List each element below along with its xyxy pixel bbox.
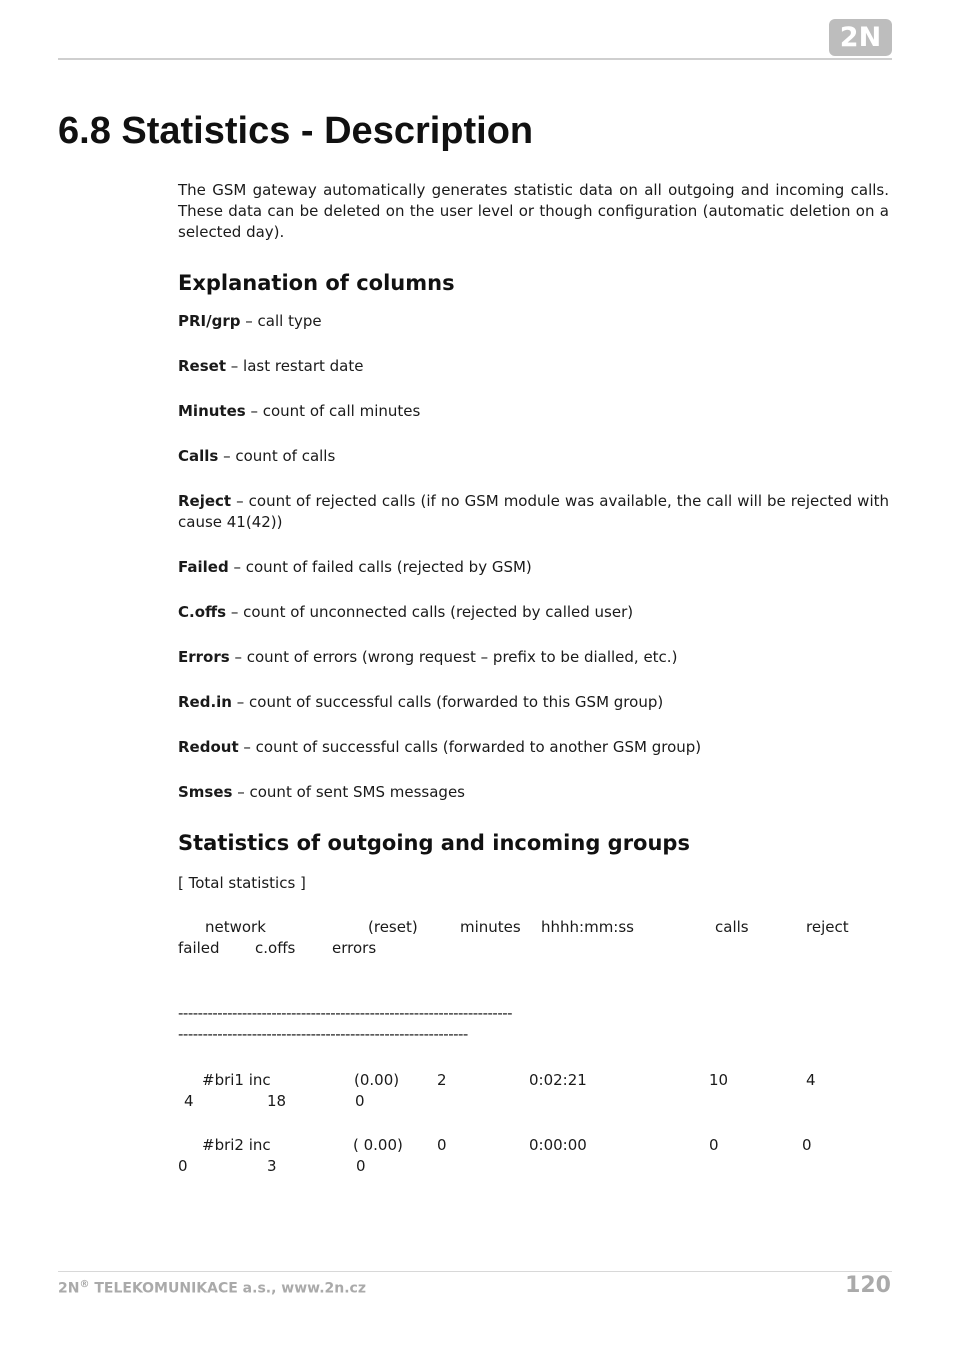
- footer-company: 2N® TELEKOMUNIKACE a.s., www.2n.cz: [58, 1279, 366, 1297]
- cell-errors: 0: [356, 1157, 366, 1175]
- main-content: [178, 180, 889, 1177]
- page-number: 120: [845, 1273, 891, 1298]
- term-item: PRI/grp – call type: [178, 312, 322, 330]
- separator-line: --------------------------------------------------------------------: [178, 1004, 513, 1022]
- term-item: C.offs – count of unconnected calls (rejected by called user): [178, 603, 634, 621]
- cell-reset: (0.00): [354, 1071, 400, 1089]
- col-minutes: minutes: [460, 918, 521, 936]
- cell-calls: 0: [709, 1136, 719, 1154]
- cell-reset: ( 0.00): [353, 1136, 403, 1154]
- cell-reject: 4: [806, 1071, 816, 1089]
- brand-logo: 2N: [829, 19, 892, 56]
- intro-paragraph: The GSM gateway automatically generates statistic data on all outgoing and incoming calls. These data can be deleted on the user level or though configuration (automatic deletion on a selected day).: [178, 181, 889, 241]
- cell-minutes: 0: [437, 1136, 447, 1154]
- cell-errors: 0: [355, 1092, 365, 1110]
- term-item: Smses – count of sent SMS messages: [178, 783, 465, 801]
- stats-header: [178, 917, 889, 959]
- term-item: Reset – last restart date: [178, 357, 364, 375]
- term-item: Failed – count of failed calls (rejected by GSM): [178, 558, 532, 576]
- cell-network: #bri2 inc: [202, 1136, 271, 1154]
- col-network: network: [205, 918, 266, 936]
- col-failed: failed: [178, 939, 220, 957]
- col-reject: reject: [806, 918, 849, 936]
- col-calls: calls: [715, 918, 749, 936]
- footer-rule: [58, 1271, 892, 1272]
- col-hhhh: hhhh:mm:ss: [541, 918, 634, 936]
- cell-calls: 10: [709, 1071, 729, 1089]
- cell-network: #bri1 inc: [202, 1071, 271, 1089]
- cell-reject: 0: [802, 1136, 812, 1154]
- section-heading-columns: Explanation of columns: [178, 271, 455, 295]
- stats-header-row-2: [178, 938, 889, 959]
- col-coffs: c.offs: [255, 939, 296, 957]
- cell-failed: 4: [184, 1092, 194, 1110]
- separator-line: -----------------------------------------------------------: [178, 1025, 468, 1043]
- term-item: Reject – count of rejected calls (if no GSM module was available, the call will be rejected with cause 41(42)): [178, 492, 889, 531]
- term-item: Errors – count of errors (wrong request – prefix to be dialled, etc.): [178, 648, 678, 666]
- cell-hhhh: 0:02:21: [529, 1071, 587, 1089]
- total-statistics-label: [ Total statistics ]: [178, 874, 306, 892]
- stats-row: [178, 1070, 889, 1112]
- term-item: Red.in – count of successful calls (forwarded to this GSM group): [178, 693, 664, 711]
- term-item: Minutes – count of call minutes: [178, 402, 421, 420]
- cell-minutes: 2: [437, 1071, 447, 1089]
- col-errors: errors: [332, 939, 377, 957]
- header-rule: [58, 58, 892, 60]
- section-heading-statistics: Statistics of outgoing and incoming groups: [178, 831, 690, 855]
- col-reset: (reset): [368, 918, 418, 936]
- term-item: Redout – count of successful calls (forwarded to another GSM group): [178, 738, 702, 756]
- term-item: Calls – count of calls: [178, 447, 336, 465]
- stats-header-row-1: [178, 917, 889, 938]
- cell-coffs: 3: [267, 1157, 277, 1175]
- cell-coffs: 18: [267, 1092, 287, 1110]
- page-title: 6.8 Statistics - Description: [58, 110, 534, 152]
- cell-hhhh: 0:00:00: [529, 1136, 587, 1154]
- cell-failed: 0: [178, 1157, 188, 1175]
- columns-list: [178, 311, 889, 803]
- stats-separator: [178, 1003, 889, 1045]
- stats-row: [178, 1135, 889, 1177]
